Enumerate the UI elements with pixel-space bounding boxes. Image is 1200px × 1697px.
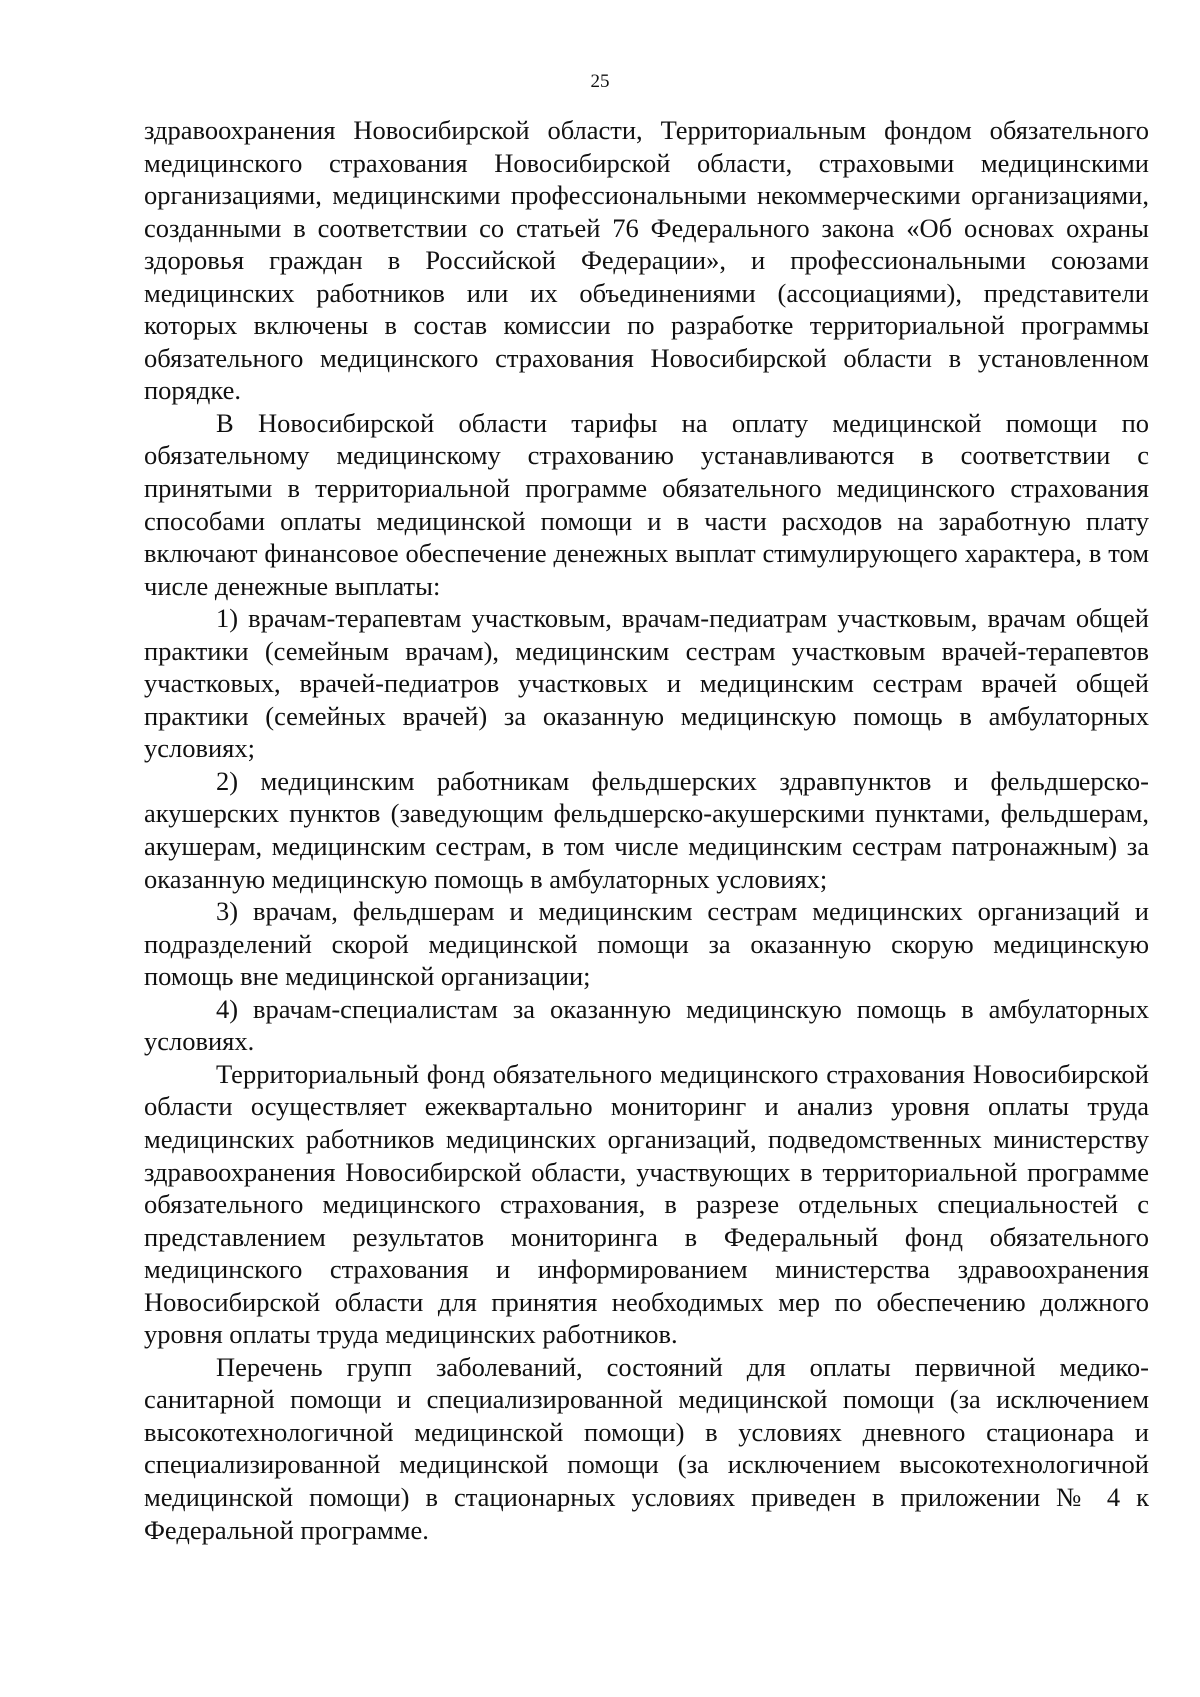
paragraph-monitoring: Территориальный фонд обязательного медицинского страхования Новосибирской области осуществляет ежеквартально мониторинг и анализ уровня оплаты труда медицинских работников медицинских организаций, подведомственных министерству здравоохранения Новосибирской области, участвующих в территориальной программе обязательного медицинского страхования, в разрезе отдельных специальностей с представлением результатов мониторинга в Федеральный фонд обязательного медицинского страхования и информированием министерства здравоохранения Новосибирской области для принятия необходимых мер по обеспечению должного уровня оплаты труда медицинских работников. [144, 1058, 1149, 1350]
list-item-2: 2) медицинским работникам фельдшерских здравпунктов и фельдшерско-акушерских пунктов (заведующим фельдшерско-акушерскими пунктами, фельдшерам, акушерам, медицинским сестрам, в том числе медицинским сестрам патронажным) за оказанную медицинскую помощь в амбулаторных условиях; [144, 765, 1149, 894]
paragraph-continuation: здравоохранения Новосибирской области, Территориальным фондом обязательного медицинского страхования Новосибирской области, страховыми медицинскими организациями, медицинскими профессиональными некоммерческими организациями, созданными в соответствии со статьей 76 Федерального закона «Об основах охраны здоровья граждан в Российской Федерации», и профессиональными союзами медицинских работников или их объединениями (ассоциациями), представители которых включены в состав комиссии по разработке территориальной программы обязательного медицинского страхования Новосибирской области в установленном порядке. [144, 115, 1149, 406]
list-item-3: 3) врачам, фельдшерам и медицинским сестрам медицинских организаций и подразделений скорой медицинской помощи за оказанную скорую медицинскую помощь вне медицинской организации; [144, 896, 1149, 992]
document-body [144, 114, 1149, 1546]
page-number: 25 [590, 71, 610, 92]
list-item-4: 4) врачам-специалистам за оказанную медицинскую помощь в амбулаторных условиях. [144, 993, 1149, 1057]
paragraph-tariffs: В Новосибирской области тарифы на оплату медицинской помощи по обязательному медицинскому страхованию устанавливаются в соответствии с принятыми в территориальной программе обязательного медицинского страхования способами оплаты медицинской помощи и в части расходов на заработную плату включают финансовое обеспечение денежных выплат стимулирующего характера, в том числе денежные выплаты: [144, 407, 1149, 601]
list-item-1: 1) врачам-терапевтам участковым, врачам-педиатрам участковым, врачам общей практики (семейным врачам), медицинским сестрам участковым врачей-терапевтов участковых, врачей-педиатров участковых и медицинским сестрам врачей общей практики (семейных врачей) за оказанную медицинскую помощь в амбулаторных условиях; [144, 603, 1149, 764]
paragraph-disease-groups: Перечень групп заболеваний, состояний для оплаты первичной медико-санитарной помощи и специализированной медицинской помощи (за исключением высокотехнологичной медицинской помощи) в условиях дневного стационара и специализированной медицинской помощи (за исключением высокотехнологичной медицинской помощи) в стационарных условиях приведен в приложении № 4 к Федеральной программе. [144, 1351, 1149, 1545]
